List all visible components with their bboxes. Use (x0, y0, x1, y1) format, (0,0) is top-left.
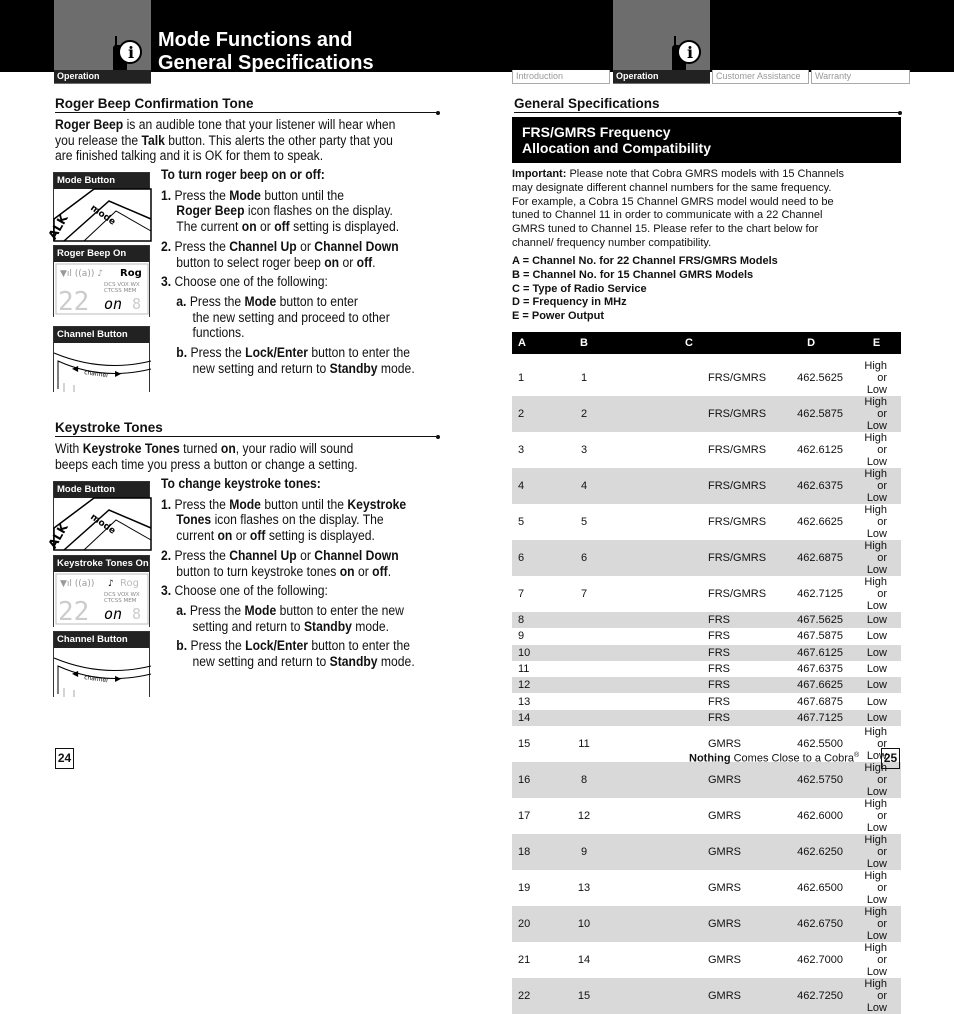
table-cell: 9 (518, 630, 525, 643)
table-cell: High or Low (864, 576, 887, 612)
table-cell: 462.7000 (797, 954, 843, 967)
table-cell: 13 (518, 695, 531, 708)
table-cell: 18 (512, 834, 560, 870)
svg-text:ALK: ALK (45, 520, 71, 551)
table-cell: 7 (580, 588, 588, 600)
svg-text:▼ıl ((a)) ♪: ▼ıl ((a)) ♪ (60, 269, 103, 279)
table-row (512, 540, 901, 576)
table-cell: High or Low (852, 396, 901, 432)
svg-text:♪: ♪ (108, 579, 114, 589)
table-cell: 462.7250 (770, 978, 852, 1014)
table-cell: 8 (560, 762, 608, 798)
table-cell: High or Low (864, 870, 887, 907)
table-cell (560, 661, 608, 677)
table-cell: 462.7125 (797, 588, 843, 600)
table-cell: GMRS (708, 954, 741, 967)
table-cell: High or Low (852, 540, 901, 576)
table-row (512, 942, 901, 978)
frs-gmrs-header: FRS/GMRS Frequency Allocation and Compatibility (512, 117, 901, 163)
col-e-header: E (852, 332, 901, 354)
table-cell: High or Low (852, 978, 901, 1014)
table-cell: GMRS (708, 882, 741, 895)
table-cell: 467.5875 (797, 630, 843, 643)
table-row (512, 628, 901, 644)
table-cell: GMRS (708, 810, 741, 823)
table-cell: 467.6125 (770, 645, 852, 661)
table-cell: 4 (560, 468, 608, 504)
table-cell: High or Low (864, 360, 887, 396)
table-row (512, 677, 901, 693)
table-cell: Low (866, 630, 887, 643)
svg-text:▶: ▶ (115, 369, 122, 378)
keystroke-tones-heading: Keystroke Tones (55, 420, 437, 437)
svg-text:22: 22 (58, 287, 90, 317)
svg-text:8: 8 (132, 295, 142, 313)
table-cell: 462.6500 (797, 882, 843, 895)
table-cell: Low (866, 695, 887, 708)
table-cell: 11 (518, 663, 530, 676)
table-cell: 17 (518, 810, 531, 823)
table-cell: 12 (512, 677, 560, 693)
table-row (512, 870, 901, 906)
svg-text:◀: ◀ (72, 364, 79, 373)
table-row (512, 432, 901, 468)
table-cell: High or Low (852, 468, 901, 504)
table-cell: GMRS (608, 834, 770, 870)
important-note: Important: Please note that Cobra GMRS models with 15 Channels may designate different channel numbers for the same frequency. For example, a Cobra 15 Channel GMRS model would need to be tuned to Channel 11 in order to communicate with a 22 Channel GMRS tuned to Channel 15. Please refer to the chart below for channel/ frequency number compatibility. (512, 168, 844, 249)
table-cell: 2 (560, 396, 608, 432)
table-cell (560, 693, 608, 709)
table-cell: 3 (580, 444, 588, 456)
mode-button-image-2: Mode Button mode ALK (53, 481, 150, 550)
table-cell: High or Low (852, 906, 901, 942)
table-cell: 19 (518, 882, 531, 895)
svg-text:on: on (104, 295, 123, 313)
page-number-right: 25 (881, 748, 900, 769)
table-cell: High or Low (864, 432, 887, 468)
channel-button-image: Channel Button ◀ channel ▶ (53, 326, 150, 392)
table-row (512, 906, 901, 942)
table-cell: FRS (608, 612, 770, 628)
table-cell: GMRS (608, 762, 770, 798)
table-cell: FRS/GMRS (708, 588, 767, 600)
table-row (512, 693, 901, 709)
table-cell: 10 (512, 645, 560, 661)
radio-icon-right (669, 34, 703, 74)
table-cell: 12 (577, 810, 591, 823)
roger-beep-on-image: Roger Beep On ▼ıl ((a)) ♪ Rog DCS VOX WX CTCSS MEM 22 on 8 (53, 245, 150, 317)
tab-introduction[interactable]: Introduction (512, 70, 610, 84)
legend: A = Channel No. for 22 Channel FRS/GMRS Models B = Channel No. for 15 Channel GMRS Models C = Type of Radio Service D = Frequency in MHz E = Power Output (512, 255, 778, 323)
table-cell (560, 677, 608, 693)
table-cell: 462.6375 (770, 468, 852, 504)
table-row (512, 762, 901, 798)
table-cell: 11 (578, 738, 590, 751)
table-row (512, 468, 901, 504)
footer-tagline: Nothing Comes Close to a Cobra® (689, 752, 860, 765)
table-cell: FRS/GMRS (608, 540, 770, 576)
table-cell: 14 (512, 710, 560, 726)
table-cell: 462.6250 (770, 834, 852, 870)
table-cell: 22 (512, 978, 560, 1014)
table-row (512, 396, 901, 432)
svg-text:i: i (128, 43, 135, 62)
col-b-header: B (560, 332, 608, 354)
svg-text:DCS VOX WX: DCS VOX WX (104, 592, 140, 598)
table-cell: 7 (518, 588, 525, 600)
table-cell: 16 (512, 762, 560, 798)
table-cell (560, 612, 608, 628)
svg-text:mode: mode (88, 512, 118, 537)
table-cell: 462.6000 (797, 810, 843, 823)
table-cell (560, 645, 608, 661)
svg-text:ALK: ALK (45, 211, 71, 242)
table-cell (560, 628, 608, 644)
table-cell: High or Low (864, 942, 887, 979)
table-row (512, 978, 901, 1014)
table-cell: GMRS (708, 738, 741, 751)
table-cell: 4 (512, 468, 560, 504)
svg-text:mode: mode (88, 203, 118, 228)
frequency-table (512, 332, 901, 1014)
table-cell: 467.6625 (770, 677, 852, 693)
table-cell: GMRS (608, 906, 770, 942)
keystroke-tones-intro: With Keystroke Tones turned on, your radio will sound beeps each time you press a button or change a setting. (55, 441, 358, 472)
table-row (512, 834, 901, 870)
table-cell: GMRS (608, 978, 770, 1014)
table-cell: FRS (608, 710, 770, 726)
table-row (512, 645, 901, 661)
table-cell: 5 (580, 516, 588, 528)
keystroke-tones-on-image: Keystroke Tones On ▼ıl ((a)) ♪ Rog DCS VOX WX CTCSS MEM 22 on 8 (53, 555, 150, 627)
table-cell: 10 (560, 906, 608, 942)
table-cell: 462.5625 (797, 372, 843, 384)
table-cell: 467.7125 (770, 710, 852, 726)
tab-customer-assistance[interactable]: Customer Assistance (712, 70, 809, 84)
table-cell: 467.6375 (797, 663, 843, 676)
table-cell: 1 (580, 372, 588, 384)
table-cell: 462.6625 (797, 516, 843, 528)
svg-text:◀: ◀ (72, 669, 79, 678)
col-c-header: C (608, 332, 770, 354)
table-cell: High or Low (852, 762, 901, 798)
table-cell: FRS/GMRS (608, 468, 770, 504)
table-row (512, 710, 901, 726)
table-cell: High or Low (852, 834, 901, 870)
table-cell: 6 (512, 540, 560, 576)
table-cell: High or Low (864, 504, 887, 540)
svg-text:i: i (687, 43, 694, 62)
svg-text:22: 22 (58, 597, 90, 627)
mode-button-image: Mode Button mode ALK (53, 172, 150, 241)
keystroke-tones-steps: To change keystroke tones: 1. Press the Mode button until the Keystroke Tones icon flashes on the display. The current on or off setting is displayed. 2. Press the Channel Up or Channel Down button to turn keystroke tones on or off. 3. Choose one of the following: a. Press the Mode button to enter the new setting and return to Standby mode. b. Press the Lock/Enter button to enter the new setting and return to Standby mode. (161, 476, 415, 670)
svg-text:8: 8 (132, 605, 142, 623)
col-a-header: A (512, 332, 560, 354)
table-cell: 14 (577, 954, 591, 967)
table-cell: 467.5625 (770, 612, 852, 628)
table-cell: FRS (708, 630, 730, 643)
table-cell: 462.6750 (770, 906, 852, 942)
table-row (512, 576, 901, 612)
table-cell: 462.5500 (797, 738, 843, 751)
col-d-header: D (770, 332, 852, 354)
table-cell: FRS (608, 677, 770, 693)
svg-text:channel: channel (83, 369, 109, 380)
table-cell: 462.6125 (797, 444, 843, 456)
table-cell: Low (852, 612, 901, 628)
svg-text:Rog: Rog (120, 268, 142, 279)
page-number-left: 24 (55, 748, 74, 769)
tab-warranty[interactable]: Warranty (811, 70, 910, 84)
table-cell: Low (866, 663, 887, 676)
svg-text:DCS VOX WX: DCS VOX WX (104, 282, 140, 288)
table-row (512, 612, 901, 628)
table-cell: 15 (560, 978, 608, 1014)
svg-text:Rog: Rog (120, 578, 139, 589)
svg-text:▶: ▶ (115, 674, 122, 683)
table-row (512, 661, 901, 677)
table-cell: FRS (608, 645, 770, 661)
table-cell: 467.6875 (797, 695, 843, 708)
svg-text:channel: channel (83, 674, 109, 685)
table-cell: 3 (518, 444, 525, 456)
tab-operation-left[interactable]: Operation (54, 70, 151, 83)
table-cell: 21 (518, 954, 531, 967)
table-row (512, 504, 901, 540)
roger-beep-intro: Roger Beep is an audible tone that your listener will hear when you release the Talk button. This alerts the other party that you are finished talking and it is OK for them to speak. (55, 117, 396, 163)
tab-operation[interactable]: Operation (613, 70, 710, 83)
radio-icon (110, 34, 144, 74)
table-cell: 1 (518, 372, 525, 384)
svg-text:CTCSS MEM: CTCSS MEM (104, 288, 137, 294)
table-cell: 15 (518, 738, 531, 751)
page-title: Mode Functions and General Specifications (158, 29, 374, 74)
table-cell: 9 (560, 834, 608, 870)
general-specs-heading: General Specifications (514, 96, 899, 113)
table-cell: 462.6875 (770, 540, 852, 576)
roger-beep-heading: Roger Beep Confirmation Tone (55, 96, 437, 113)
table-cell: Low (852, 710, 901, 726)
channel-button-image-2: Channel Button ◀ channel ▶ (53, 631, 150, 697)
table-cell: FRS/GMRS (708, 516, 767, 528)
table-header-row (512, 332, 901, 354)
table-row (512, 798, 901, 834)
table-cell: FRS/GMRS (708, 444, 767, 456)
table-cell: 2 (512, 396, 560, 432)
table-cell: FRS (708, 695, 730, 708)
table-cell (560, 710, 608, 726)
table-cell: FRS/GMRS (608, 396, 770, 432)
table-cell: Low (852, 645, 901, 661)
svg-text:CTCSS MEM: CTCSS MEM (104, 598, 137, 604)
svg-text:on: on (104, 605, 123, 623)
table-cell: High or Low (864, 798, 887, 835)
table-row (512, 360, 901, 396)
table-cell: 5 (518, 516, 525, 528)
svg-text:▼ıl ((a)): ▼ıl ((a)) (60, 579, 95, 589)
table-cell: 462.5875 (770, 396, 852, 432)
table-cell: 8 (512, 612, 560, 628)
table-cell: FRS/GMRS (708, 372, 767, 384)
table-cell: 6 (560, 540, 608, 576)
roger-beep-steps: To turn roger beep on or off: 1. Press the Mode button until the Roger Beep icon flashes on the display. The current on or off setting is displayed. 2. Press the Channel Up or Channel Down button to select roger beep on or off. 3. Choose one of the following: a. Press the Mode button to enter the new setting and proceed to other functions. b. Press the Lock/Enter button to enter the new setting and return to Standby mode. (161, 167, 415, 376)
table-cell: 13 (577, 882, 591, 895)
table-cell: High or Low (864, 726, 887, 763)
table-cell: 462.5750 (770, 762, 852, 798)
table-cell: Low (852, 677, 901, 693)
table-cell: FRS (708, 663, 730, 676)
table-cell: 20 (512, 906, 560, 942)
